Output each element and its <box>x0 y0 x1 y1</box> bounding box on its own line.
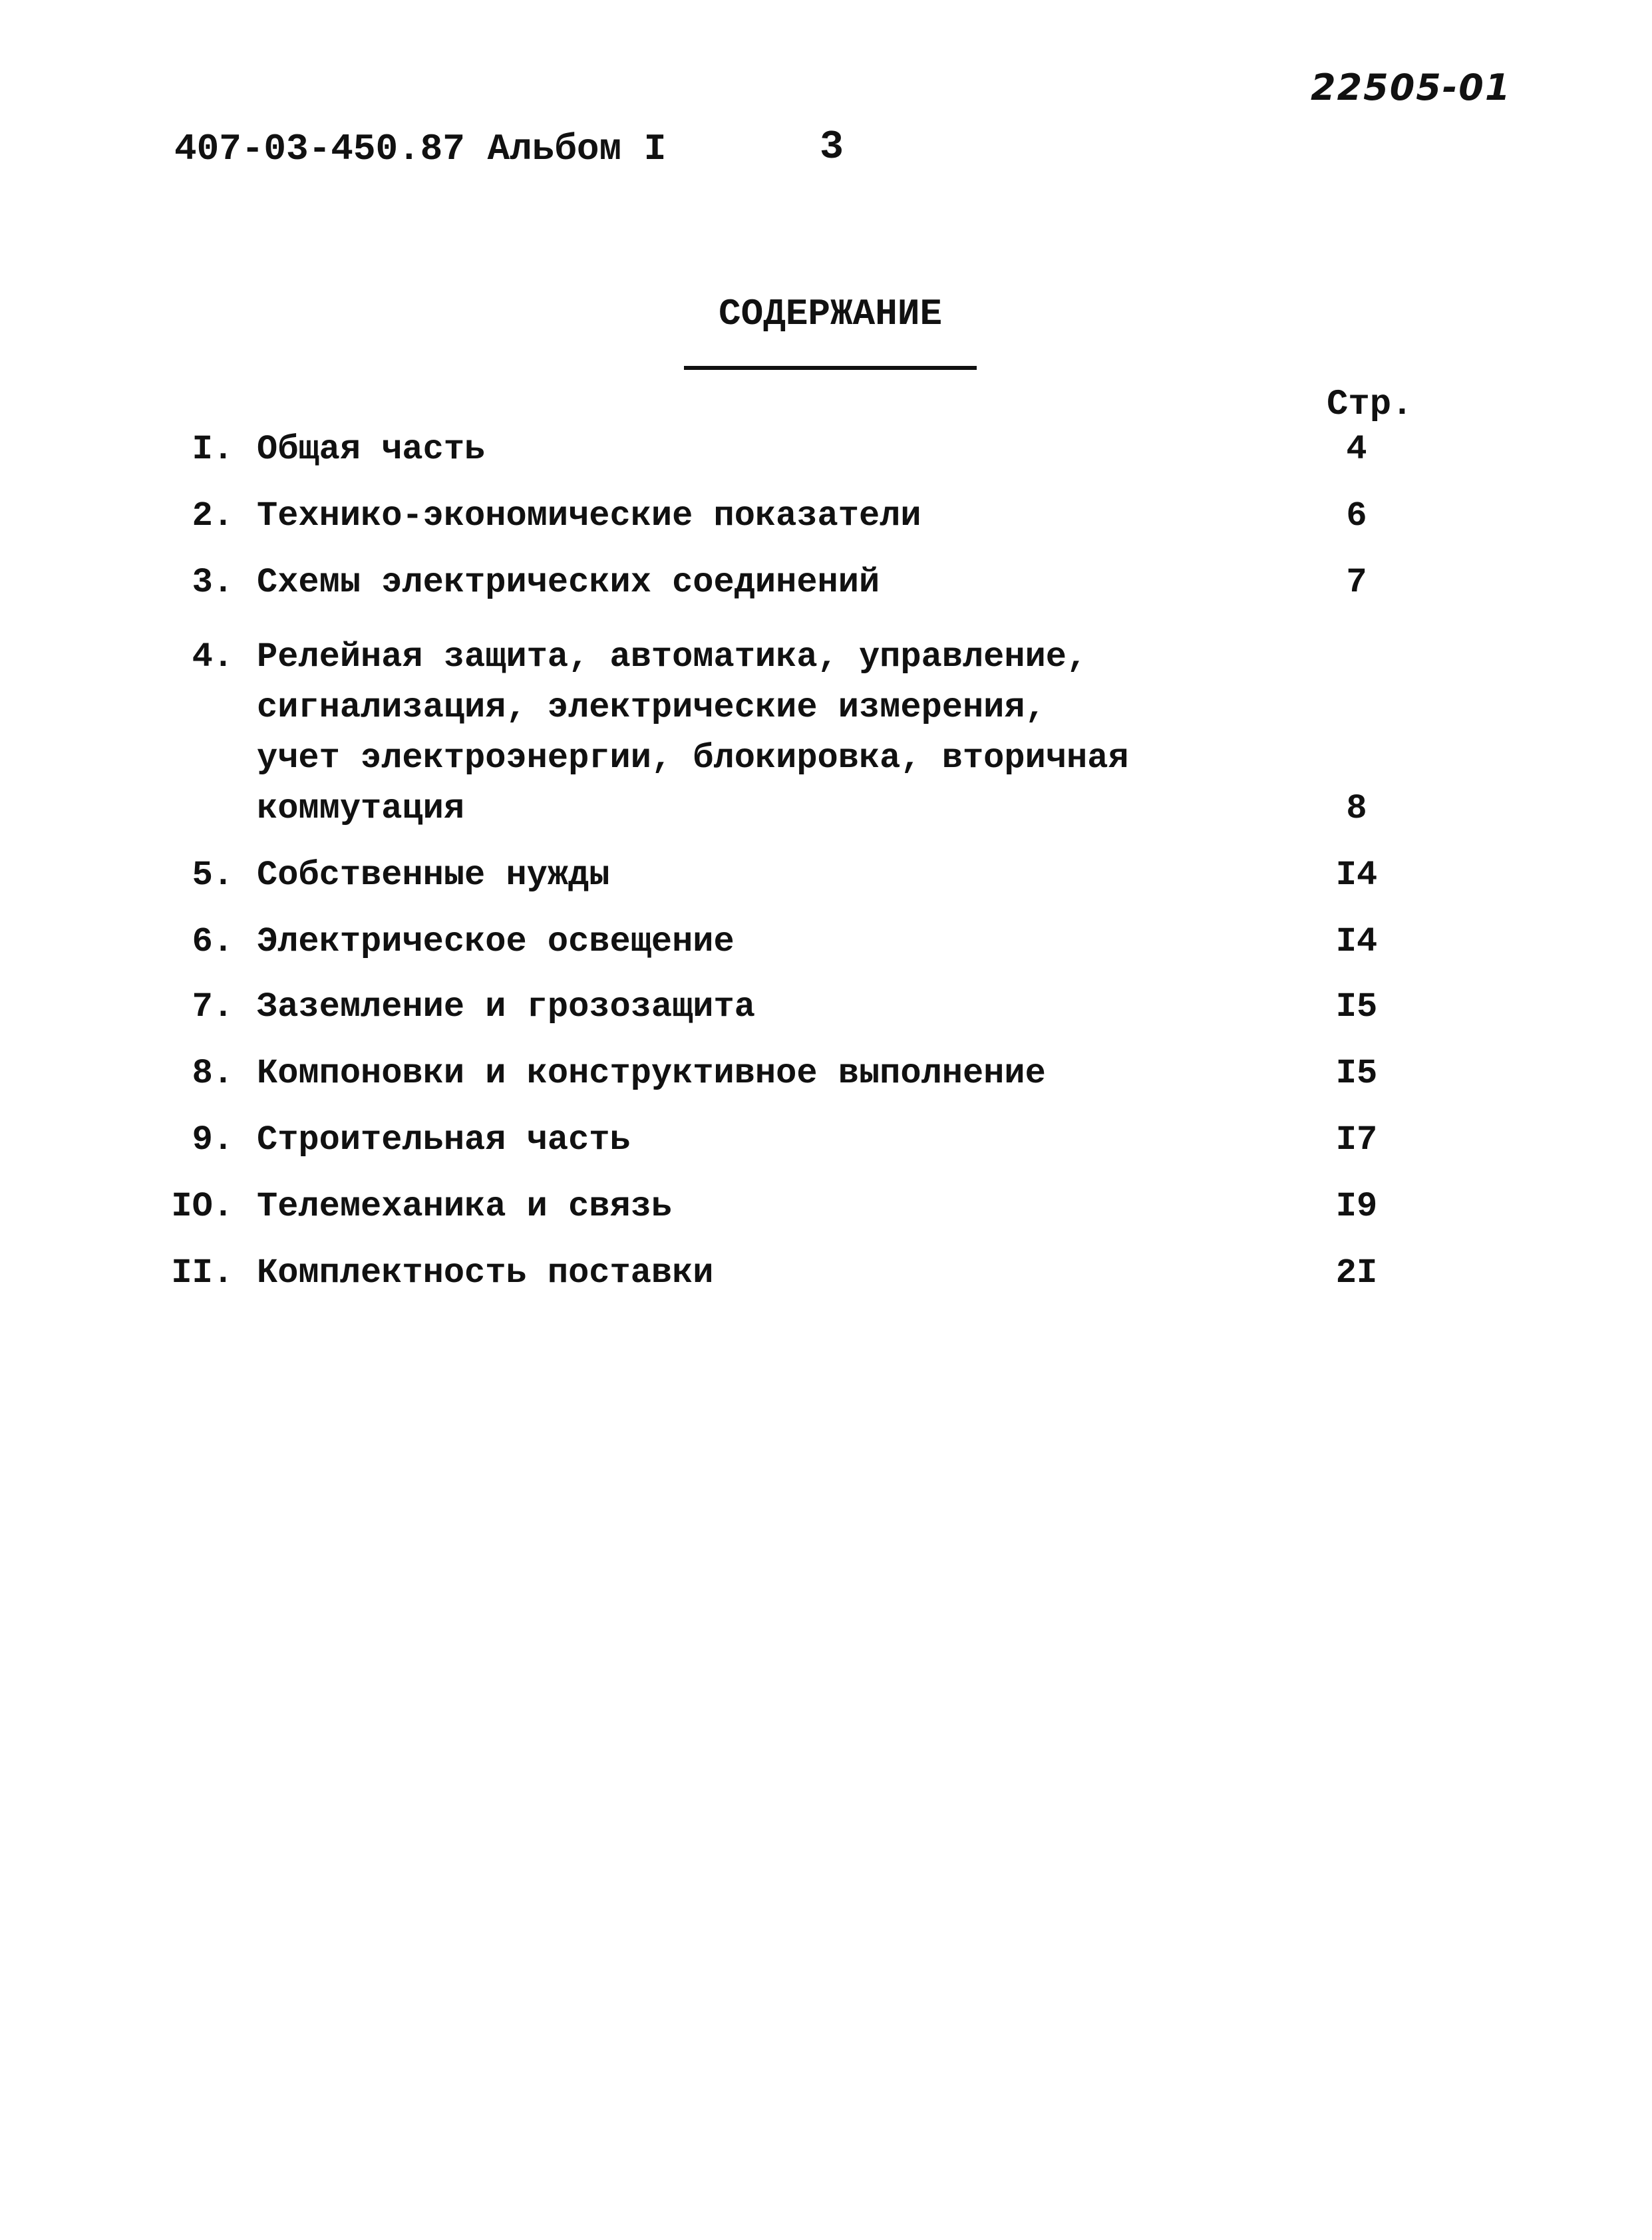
toc-item-title: Заземление и грозозащита <box>257 987 755 1027</box>
toc-item-page: 6 <box>1346 496 1367 536</box>
toc-item-number: 8. <box>192 1054 234 1093</box>
toc-item-page: I5 <box>1335 1054 1378 1093</box>
toc-item-number: 9. <box>192 1120 234 1160</box>
toc-item-page: I5 <box>1335 987 1378 1027</box>
toc-item-page: 7 <box>1346 563 1367 602</box>
toc-item-number: I. <box>192 430 234 469</box>
toc-item-page: 2I <box>1335 1253 1378 1293</box>
toc-item-page: I4 <box>1335 922 1378 961</box>
toc-item-title: Строительная часть <box>257 1120 631 1160</box>
toc-item-page: I4 <box>1335 856 1378 895</box>
toc-item-number: 4. <box>192 637 234 677</box>
toc-item-title: Схемы электрических соединений <box>257 563 880 602</box>
toc-item-number: 2. <box>192 496 234 536</box>
toc-item-title: Комплектность поставки <box>257 1253 714 1293</box>
toc-item-title: Технико-экономические показатели <box>257 496 921 536</box>
toc-item-title: Телемеханика и связь <box>257 1187 673 1226</box>
toc-item-page: I7 <box>1335 1120 1378 1160</box>
toc-item-number: 5. <box>192 856 234 895</box>
page-number: 3 <box>820 125 844 170</box>
page-column-header: Стр. <box>1327 385 1413 425</box>
toc-item-title: Общая часть <box>257 430 486 469</box>
toc-item-title: Компоновки и конструктивное выполнение <box>257 1054 1046 1093</box>
toc-item-page: 8 <box>1346 789 1367 828</box>
toc-item-number: IO. <box>171 1187 234 1226</box>
toc-item-title: Собственные нужды <box>257 856 610 895</box>
title-underline <box>684 366 977 370</box>
toc-item-title: Релейная защита, автоматика, управление, сигнализация, электрические измерения, учет электроэнергии, блокировка, вторичная коммутация <box>257 637 1129 828</box>
toc-title: СОДЕРЖАНИЕ <box>719 293 943 335</box>
toc-item-number: 3. <box>192 563 234 602</box>
document-code-handwritten: 22505-01 <box>1311 67 1512 108</box>
toc-item-page: I9 <box>1335 1187 1378 1226</box>
toc-item-number: II. <box>171 1253 234 1293</box>
toc-item-page: 4 <box>1346 430 1367 469</box>
toc-item-number: 7. <box>192 987 234 1027</box>
toc-item-number: 6. <box>192 922 234 961</box>
album-header: 407-03-450.87 Альбом I <box>174 128 667 170</box>
toc-item-title: Электрическое освещение <box>257 922 735 961</box>
